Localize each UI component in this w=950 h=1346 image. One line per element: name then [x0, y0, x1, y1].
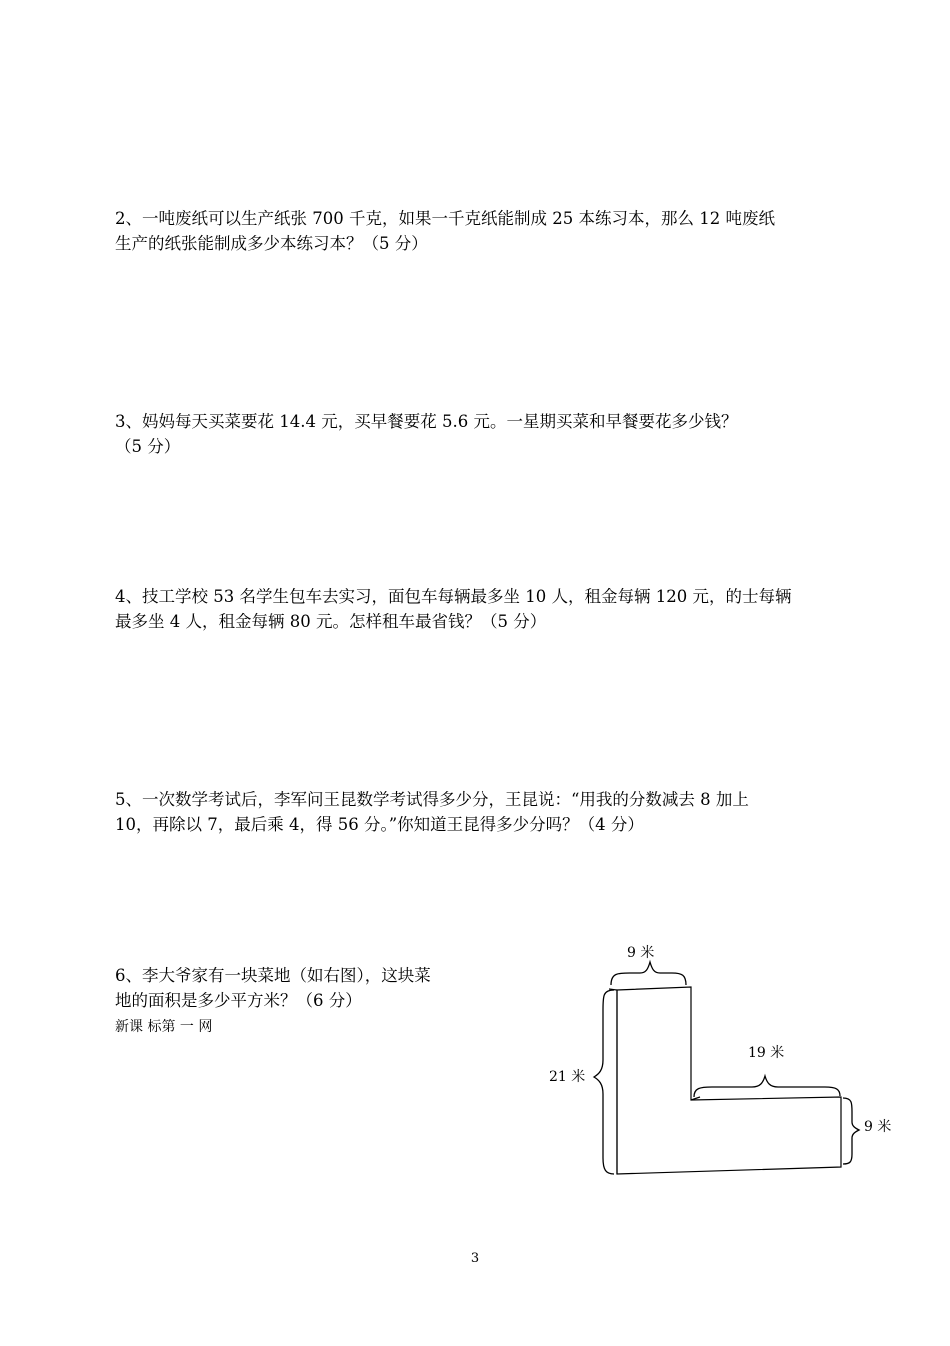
right-width-label: 19 米 [748, 1045, 785, 1061]
right-height-brace [843, 1098, 859, 1164]
question-2-line-2: 生产的纸张能制成多少本练习本？（5 分） [115, 234, 428, 253]
question-4-line-2: 最多坐 4 人，租金每辆 80 元。怎样租车最省钱？（5 分） [115, 612, 547, 631]
question-5-line-2: 10，再除以 7，最后乘 4，得 56 分。”你知道王昆得多少分吗？（4 分） [115, 815, 644, 834]
l-shape-outline [609, 987, 841, 1174]
height-brace [594, 990, 614, 1174]
watermark-text: 新课 标第 一 网 [115, 1019, 213, 1035]
height-label: 21 米 [549, 1069, 586, 1085]
question-3-line-2: （5 分） [115, 437, 181, 456]
top-width-label: 9 米 [627, 945, 655, 961]
question-4-line-1: 4、技工学校 53 名学生包车去实习，面包车每辆最多坐 10 人，租金每辆 120 元，的士每辆 [115, 587, 792, 606]
right-height-label: 9 米 [864, 1119, 892, 1135]
question-6-line-1: 6、李大爷家有一块菜地（如右图），这块菜 [115, 966, 431, 985]
page-number: 3 [470, 1251, 480, 1266]
question-2-line-1: 2、一吨废纸可以生产纸张 700 千克，如果一千克纸能制成 25 本练习本，那么 12 吨废纸 [115, 209, 775, 228]
top-width-brace [611, 962, 686, 985]
question-6-line-2: 地的面积是多少平方米？（6 分） [115, 991, 362, 1010]
question-5-line-1: 5、一次数学考试后，李军问王昆数学考试得多少分，王昆说：“用我的分数减去 8 加上 [115, 790, 749, 809]
question-3-line-1: 3、妈妈每天买菜要花 14.4 元，买早餐要花 5.6 元。一星期买菜和早餐要花多少钱？ [115, 412, 738, 431]
right-width-brace [694, 1076, 840, 1097]
